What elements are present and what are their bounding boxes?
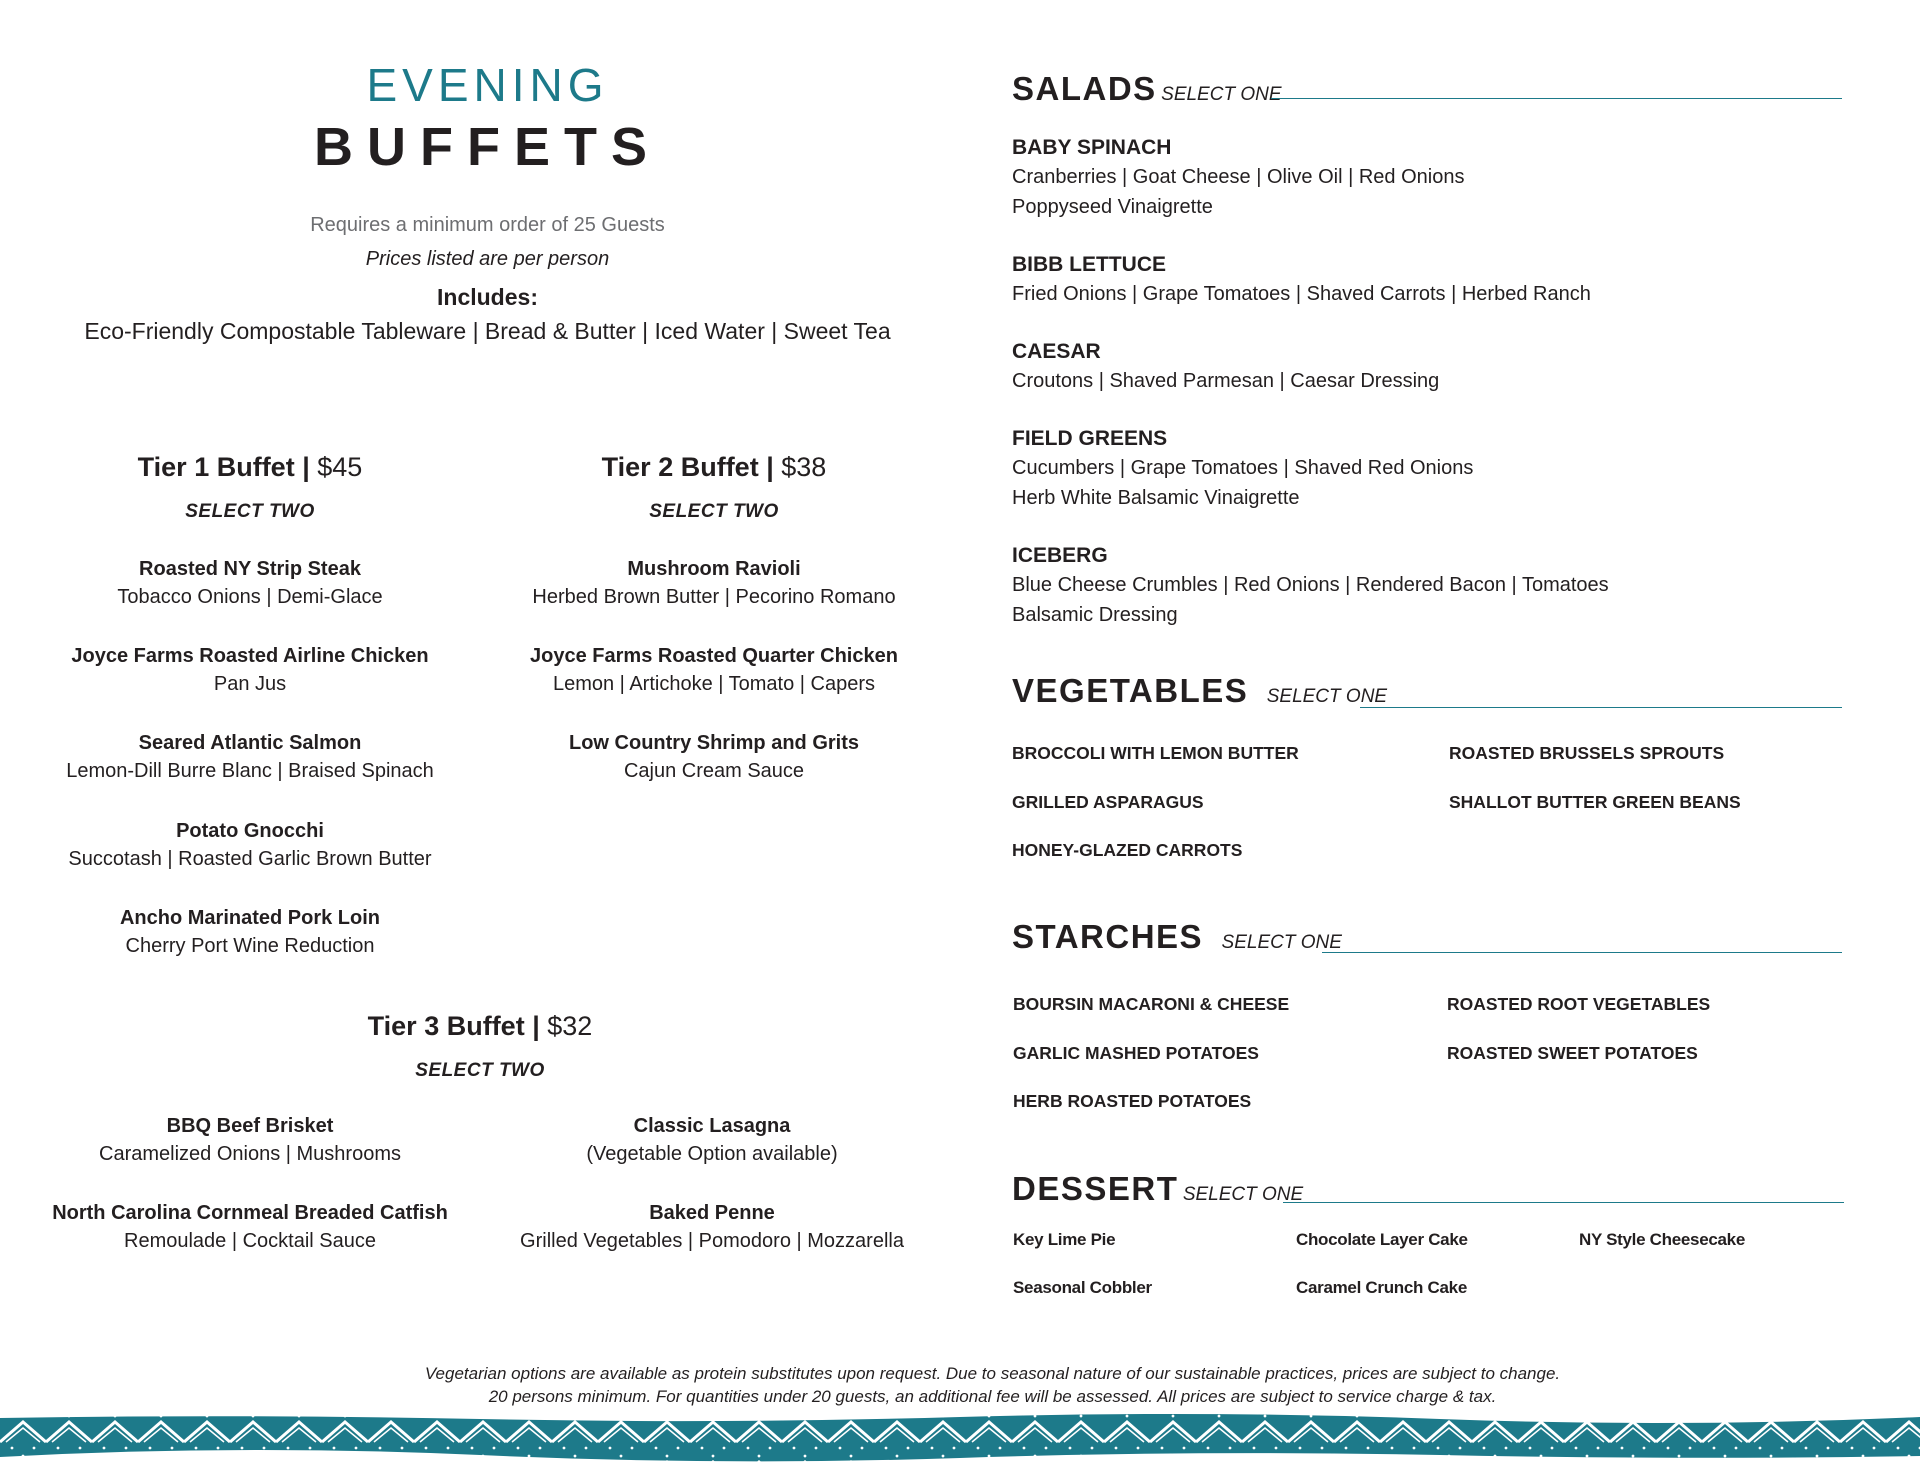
dish-name: Joyce Farms Roasted Quarter Chicken [530, 645, 898, 667]
tier3-select: SELECT TWO [415, 1060, 545, 1081]
list-item [0, 1115, 500, 1202]
tier3-title-label: Tier 3 Buffet | [367, 1011, 540, 1041]
tier1-select: SELECT TWO [185, 501, 315, 522]
tier2-dish-list [479, 558, 949, 820]
dish-name: Roasted NY Strip Steak [139, 558, 361, 580]
salad-description: Croutons | Shaved Parmesan | Caesar Dressing [1012, 370, 1440, 392]
list-item: GRILLED ASPARAGUS [1012, 792, 1204, 812]
starches-divider [1322, 952, 1842, 953]
tier3-dish-list-right [477, 1115, 947, 1289]
list-item [0, 820, 500, 907]
dish-description: (Vegetable Option available) [586, 1143, 838, 1165]
dish-description: Tobacco Onions | Demi-Glace [117, 586, 383, 608]
decorative-pattern-border [0, 1412, 1920, 1462]
list-item: SHALLOT BUTTER GREEN BEANS [1449, 792, 1741, 812]
salad-name: ICEBERG [1012, 544, 1108, 567]
list-item [1012, 544, 1609, 661]
list-item [479, 732, 949, 820]
list-item [0, 645, 500, 732]
dish-description: Lemon-Dill Burre Blanc | Braised Spinach [66, 760, 434, 782]
dish-name: Ancho Marinated Pork Loin [119, 907, 381, 929]
dish-description: Cajun Cream Sauce [623, 760, 805, 782]
dessert-select: SELECT ONE [1182, 1184, 1304, 1205]
dish-description: Herbed Brown Butter | Pecorino Romano [532, 586, 896, 608]
list-item: ROASTED SWEET POTATOES [1447, 1043, 1698, 1063]
tier1-title [0, 452, 500, 483]
salad-description: Herb White Balsamic Vinaigrette [1012, 487, 1300, 509]
list-item [477, 1115, 947, 1202]
salads-title: SALADS [1012, 70, 1157, 107]
list-item [479, 558, 949, 645]
list-item: HERB ROASTED POTATOES [1013, 1091, 1252, 1111]
list-item [0, 732, 500, 820]
dish-description: Grilled Vegetables | Pomodoro | Mozzarella [520, 1230, 904, 1252]
dish-name: Joyce Farms Roasted Airline Chicken [71, 645, 429, 667]
list-item [1012, 253, 1609, 340]
list-item: NY Style Cheesecake [1579, 1230, 1745, 1249]
list-item: Chocolate Layer Cake [1296, 1230, 1468, 1249]
list-item [0, 1202, 500, 1289]
salad-description: Poppyseed Vinaigrette [1012, 196, 1213, 218]
dish-name: Seared Atlantic Salmon [138, 732, 362, 754]
dish-description: Lemon | Artichoke | Tomato | Capers [552, 673, 876, 695]
footer-line-2: 20 persons minimum. For quantities under 20 guests, an additional fee will be assessed. All prices are subject to service charge & tax. [488, 1387, 1497, 1406]
dish-name: Low Country Shrimp and Grits [568, 732, 859, 754]
dessert-header [1012, 1170, 1303, 1208]
vegetables-header [1012, 672, 1387, 710]
salads-header [1012, 70, 1282, 108]
salad-description: Blue Cheese Crumbles | Red Onions | Rendered Bacon | Tomatoes [1012, 574, 1609, 596]
tier3-dish-list-left [0, 1115, 500, 1289]
tier1-price: $45 [317, 452, 363, 482]
salads-list [1012, 136, 1609, 661]
page-title-evening: EVENING [366, 59, 609, 111]
list-item: HONEY-GLAZED CARROTS [1012, 840, 1243, 860]
salad-name: CAESAR [1012, 340, 1101, 363]
tier2-title [479, 452, 949, 483]
dish-description: Caramelized Onions | Mushrooms [99, 1143, 401, 1165]
tier3-title [0, 1011, 960, 1042]
dish-name: BBQ Beef Brisket [166, 1115, 334, 1137]
tier2-price: $38 [781, 452, 827, 482]
list-item: BROCCOLI WITH LEMON BUTTER [1012, 743, 1299, 763]
dessert-divider [1283, 1202, 1844, 1203]
dish-name: Baked Penne [649, 1202, 775, 1224]
page-title-buffets: BUFFETS [314, 117, 661, 177]
tier3-price: $32 [547, 1011, 593, 1041]
salad-name: FIELD GREENS [1012, 427, 1168, 450]
tier1-title-label: Tier 1 Buffet | [137, 452, 310, 482]
list-item [1012, 427, 1609, 544]
starches-select: SELECT ONE [1221, 932, 1342, 953]
list-item: ROASTED BRUSSELS SPROUTS [1449, 743, 1725, 763]
tier1-dish-list [0, 558, 500, 994]
salad-description: Cranberries | Goat Cheese | Olive Oil | Red Onions [1012, 166, 1465, 188]
dessert-title: DESSERT [1012, 1170, 1179, 1207]
list-item: BOURSIN MACARONI & CHEESE [1013, 994, 1290, 1014]
list-item: Key Lime Pie [1013, 1230, 1116, 1249]
salad-description: Cucumbers | Grape Tomatoes | Shaved Red Onions [1012, 457, 1474, 479]
salad-name: BABY SPINACH [1012, 136, 1172, 159]
includes-label: Includes: [437, 284, 538, 310]
dish-name: Potato Gnocchi [176, 820, 324, 842]
tier1-section [0, 452, 500, 483]
list-item: GARLIC MASHED POTATOES [1013, 1043, 1259, 1063]
dish-name: North Carolina Cornmeal Breaded Catfish [52, 1202, 448, 1224]
tier2-section [479, 452, 949, 483]
salads-select: SELECT ONE [1161, 84, 1282, 105]
dish-description: Cherry Port Wine Reduction [125, 935, 375, 957]
vegetables-select: SELECT ONE [1266, 686, 1388, 707]
salad-name: BIBB LETTUCE [1012, 253, 1166, 276]
salad-description: Fried Onions | Grape Tomatoes | Shaved Carrots | Herbed Ranch [1012, 283, 1591, 305]
list-item [0, 907, 500, 994]
dish-description: Pan Jus [213, 673, 287, 695]
list-item [1012, 136, 1609, 253]
list-item [1012, 340, 1609, 427]
dish-description: Remoulade | Cocktail Sauce [124, 1230, 376, 1252]
salads-divider [1271, 98, 1842, 99]
list-item: Seasonal Cobbler [1013, 1278, 1152, 1297]
tier2-title-label: Tier 2 Buffet | [601, 452, 774, 482]
tier2-select: SELECT TWO [649, 501, 779, 522]
per-person-note: Prices listed are per person [365, 248, 610, 270]
list-item: ROASTED ROOT VEGETABLES [1447, 994, 1711, 1014]
list-item [0, 558, 500, 645]
vegetables-divider [1360, 707, 1842, 708]
starches-header [1012, 918, 1342, 956]
dish-name: Classic Lasagna [633, 1115, 791, 1137]
footer-line-1: Vegetarian options are available as protein substitutes upon request. Due to seasonal nature of our sustainable practices, prices are subject to change. [424, 1364, 1561, 1383]
vegetables-title: VEGETABLES [1012, 672, 1249, 709]
list-item: Caramel Crunch Cake [1296, 1278, 1467, 1297]
list-item [477, 1202, 947, 1289]
starches-title: STARCHES [1012, 918, 1204, 955]
includes-text: Eco-Friendly Compostable Tableware | Bread & Butter | Iced Water | Sweet Tea [84, 318, 891, 344]
minimum-order-note: Requires a minimum order of 25 Guests [310, 214, 665, 236]
footer-disclaimer [0, 1362, 1920, 1408]
dish-description: Succotash | Roasted Garlic Brown Butter [68, 848, 432, 870]
dish-name: Mushroom Ravioli [627, 558, 801, 580]
salad-description: Balsamic Dressing [1012, 604, 1178, 626]
tier3-section [0, 1011, 960, 1042]
list-item [479, 645, 949, 732]
